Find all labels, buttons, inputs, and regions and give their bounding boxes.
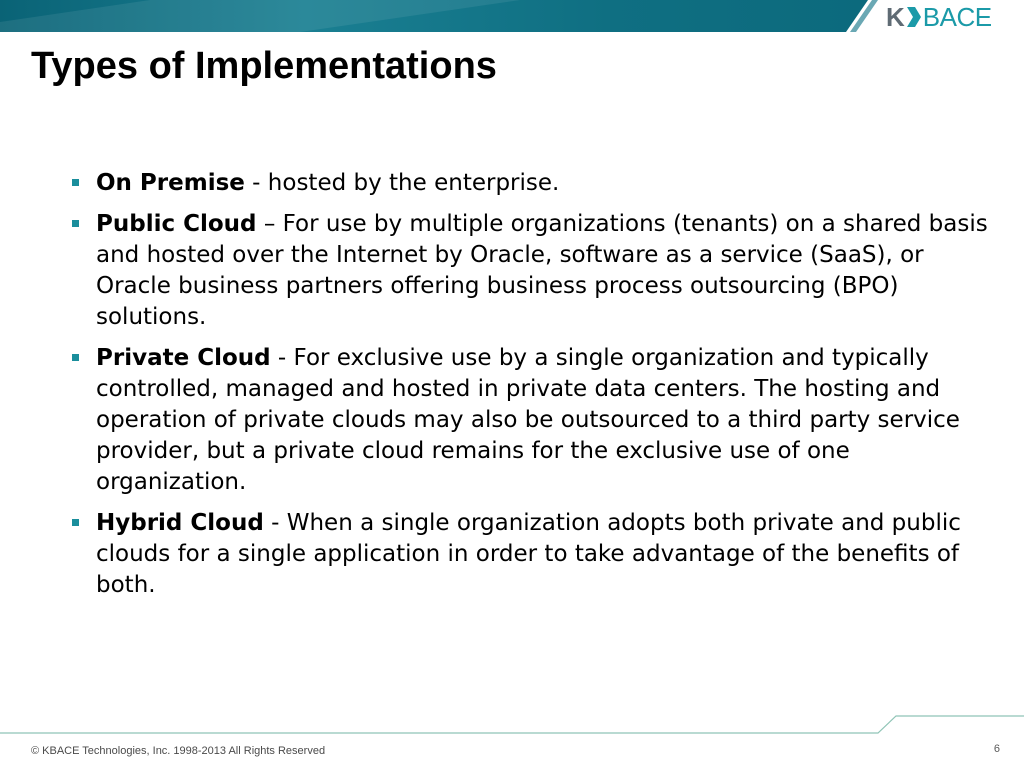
bullet-term: Public Cloud xyxy=(96,211,257,237)
bullet-list xyxy=(72,168,1002,611)
bullet-item-on-premise xyxy=(72,168,1002,199)
square-bullet-icon xyxy=(72,354,79,361)
footer-divider xyxy=(0,714,1024,738)
footer-copyright: © KBACE Technologies, Inc. 1998-2013 All Rights Reserved xyxy=(31,745,326,757)
slide-title: Types of Implementations xyxy=(31,45,497,87)
bullet-item-hybrid-cloud xyxy=(72,508,1002,601)
square-bullet-icon xyxy=(72,220,79,227)
logo-bace: BACE xyxy=(922,2,992,32)
bullet-description: - When a single organization adopts both private and public clouds for a single application in order to take advantage of the benefits of both. xyxy=(96,510,961,598)
page-number: 6 xyxy=(993,743,1000,755)
kbace-logo xyxy=(886,4,992,30)
bullet-description: – For use by multiple organizations (tenants) on a shared basis and hosted over the Internet by Oracle, software as a service (SaaS), or Oracle business partners offering business process outsourcing (BPO) solutions. xyxy=(96,211,988,330)
bullet-item-public-cloud xyxy=(72,209,1002,333)
bullet-term: Hybrid Cloud xyxy=(96,510,264,536)
chevron-right-icon xyxy=(906,6,922,28)
bullet-description: - For exclusive use by a single organization and typically controlled, managed and hosted in private data centers. The hosting and operation of private clouds may also be outsourced to a third party service provider, but a private cloud remains for the exclusive use of one organization. xyxy=(96,345,960,495)
bullet-term: On Premise xyxy=(96,170,245,196)
header-band xyxy=(0,0,1024,32)
square-bullet-icon xyxy=(72,519,79,526)
bullet-description: - hosted by the enterprise. xyxy=(244,170,560,196)
square-bullet-icon xyxy=(72,179,79,186)
bullet-term: Private Cloud xyxy=(96,345,271,371)
bullet-item-private-cloud xyxy=(72,343,1002,498)
logo-k: K xyxy=(886,2,905,32)
